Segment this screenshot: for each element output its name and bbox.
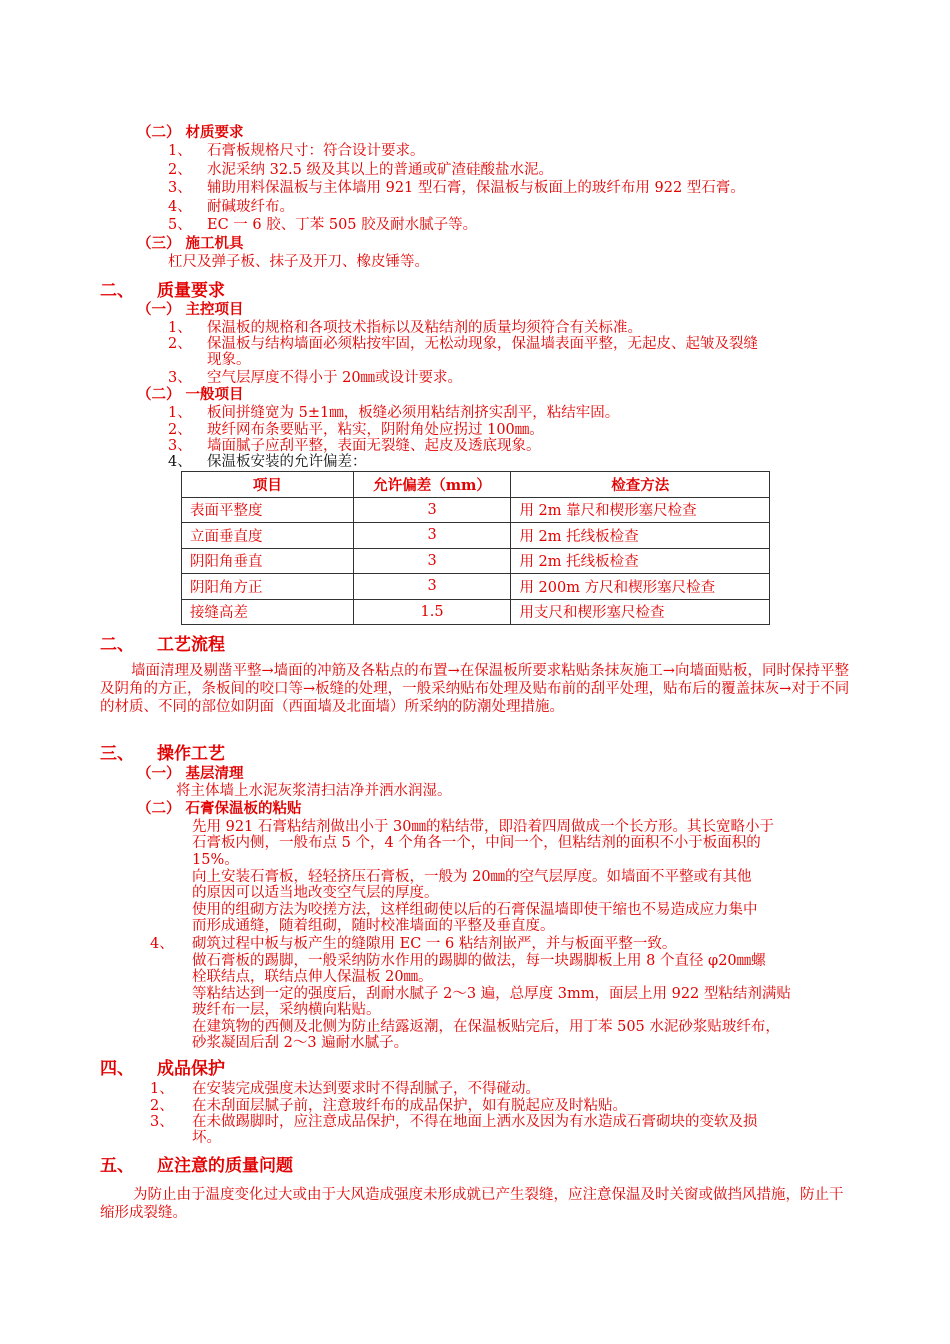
list-item-continuation: 栓联结点，联结点伸人保温板 20㎜。 — [192, 969, 433, 985]
section-heading-issues: 五、 应注意的质量问题 — [100, 1156, 293, 1176]
gypsum-heading: （二） 石膏保温板的粘贴 — [137, 800, 302, 817]
tools-heading: （三） 施工机具 — [137, 235, 244, 252]
process-paragraph: 墙面清理及剔凿平整→墙面的冲筋及各粘点的布置→在保温板所要求粘贴条抹灰施工→向墙面贴板，同时保持平整及阴角的方正，条板间的咬口等→板缝的处理，一般采纳贴布处理及贴布前的刮平处理，贴布后的覆盖抹灰→对于不同的材质、不同的部位如阴面（西面墙及北面墙）所采纳的防潮处理措施。 — [100, 663, 850, 715]
table-row — [182, 523, 770, 549]
table-cell: 1.5 — [353, 599, 511, 625]
issues-paragraph: 为防止由于温度变化过大或由于大风造成强度未形成就已产生裂缝，应注意保温及时关窗或做挡风措施，防止干缩形成裂缝。 — [100, 1187, 844, 1221]
list-item-continuation: 玻纤布一层，采纳横向粘贴。 — [192, 1002, 381, 1018]
table-row — [182, 574, 770, 600]
list-item: 4、 耐碱玻纤布。 — [168, 199, 294, 215]
general-items-heading: （二） 一般项目 — [137, 386, 244, 403]
table-cell: 3 — [353, 497, 511, 523]
base-cleaning-heading: （一） 基层清理 — [137, 765, 244, 782]
tools-text: 杠尺及弹子板、抹子及开刀、橡皮锤等。 — [168, 254, 429, 270]
list-item: 做石膏板的踢脚，一般采纳防水作用的踢脚的做法，每一块踢脚板上用 8 个直径 φ20㎜螺 — [192, 953, 766, 969]
list-item: 1、 板间拼缝宽为 5±1㎜，板缝必须用粘结剂挤实刮平，粘结牢固。 — [168, 405, 620, 421]
table-cell: 用 2m 托线板检查 — [511, 548, 770, 574]
list-item-continuation: 的原因可以适当地改变空气层的厚度。 — [192, 885, 439, 901]
table-header-row — [182, 472, 770, 498]
list-item: 使用的组砌方法为咬搓方法，这样组砌使以后的石膏保温墙即使干缩也不易造成应力集中 — [192, 902, 758, 918]
base-cleaning-text: 将主体墙上水泥灰浆清扫洁净并洒水润湿。 — [176, 783, 452, 799]
main-items-heading: （一） 主控项目 — [137, 301, 244, 318]
list-item-continuation: 砂浆凝固后刮 2～3 遍耐水腻子。 — [192, 1035, 409, 1051]
list-item: 2、 水泥采纳 32.5 级及其以上的普通或矿渣硅酸盐水泥。 — [168, 162, 554, 178]
list-item: 2、 玻纤网布条要贴平，粘实，阴附角处应拐过 100㎜。 — [168, 422, 544, 438]
table-row — [182, 548, 770, 574]
table-cell: 阴阳角垂直 — [182, 548, 354, 574]
table-cell: 接缝高差 — [182, 599, 354, 625]
table-row — [182, 599, 770, 625]
list-item: 2、 保温板与结构墙面必须粘按牢固，无松动现象，保温墙表面平整，无起皮、起皱及裂缝 — [168, 336, 758, 352]
list-item: 3、 空气层厚度不得小于 20㎜或设计要求。 — [168, 370, 463, 386]
list-item: 先用 921 石膏粘结剂做出小于 30㎜的粘结带，即沿着四周做成一个长方形。其长宽略小于 — [192, 819, 774, 835]
table-cell: 立面垂直度 — [182, 523, 354, 549]
list-item: 1、 保温板的规格和各项技术指标以及粘结剂的质量均须符合有关标准。 — [168, 320, 642, 336]
list-item: 3、 辅助用料保温板与主体墙用 921 型石膏，保温板与板面上的玻纤布用 922 型石膏。 — [168, 180, 745, 196]
section-heading-operation: 三、 操作工艺 — [100, 744, 225, 764]
list-item: 4、 保温板安装的允许偏差： — [168, 454, 367, 470]
list-item: 在建筑物的西侧及北侧为防止结露返潮，在保温板贴完后，用丁苯 505 水泥砂浆贴玻纤布， — [192, 1019, 780, 1035]
section-heading-process: 二、 工艺流程 — [100, 635, 225, 655]
materials-heading: （二） 材质要求 — [137, 124, 244, 141]
list-item-continuation: 现象。 — [207, 352, 251, 368]
table-cell: 阴阳角方正 — [182, 574, 354, 600]
list-item: 向上安装石膏板，轻轻挤压石膏板，一般为 20㎜的空气层厚度。如墙面不平整或有其他 — [192, 869, 752, 885]
list-item: 5、 EC 一 6 胶、丁苯 505 胶及耐水腻子等。 — [168, 217, 478, 233]
list-item: 4、 砌筑过程中板与板产生的缝隙用 EC 一 6 粘结剂嵌严，并与板面平整一致。 — [150, 936, 677, 952]
table-cell: 用 200m 方尺和楔形塞尺检查 — [511, 574, 770, 600]
section-heading-quality: 二、 质量要求 — [100, 281, 225, 301]
list-item: 1、 在安装完成强度未达到要求时不得刮腻子，不得碰动。 — [150, 1081, 540, 1097]
section-heading-protection: 四、 成品保护 — [100, 1059, 225, 1079]
list-item-continuation: 15%。 — [192, 852, 239, 868]
table-cell: 用 2m 托线板检查 — [511, 523, 770, 549]
list-item-continuation: 而形成通缝，随着组砌，随时校准墙面的平整及垂直度。 — [192, 918, 555, 934]
table-cell: 表面平整度 — [182, 497, 354, 523]
table-cell: 3 — [353, 548, 511, 574]
table-row — [182, 497, 770, 523]
list-item-continuation: 石膏板内侧，一般布点 5 个，4 个角各一个，中间一个，但粘结剂的面积不小于板面积的 — [192, 835, 761, 851]
table-cell: 用 2m 靠尺和楔形塞尺检查 — [511, 497, 770, 523]
table-header-cell: 项目 — [182, 472, 354, 498]
list-item: 等粘结达到一定的强度后，刮耐水腻子 2～3 遍，总厚度 3mm，面层上用 922 型粘结剂满贴 — [192, 986, 791, 1002]
table-cell: 用支尺和楔形塞尺检查 — [511, 599, 770, 625]
tolerance-table — [181, 471, 770, 625]
table-header-cell: 检查方法 — [511, 472, 770, 498]
table-cell: 3 — [353, 574, 511, 600]
list-item: 1、 石膏板规格尺寸：符合设计要求。 — [168, 143, 425, 159]
table-cell: 3 — [353, 523, 511, 549]
list-item: 2、 在未刮面层腻子前，注意玻纤布的成品保护，如有脱起应及时粘贴。 — [150, 1098, 627, 1114]
list-item: 3、 墙面腻子应刮平整，表面无裂缝、起皮及透底现象。 — [168, 438, 541, 454]
list-item: 3、 在未做踢脚时，应注意成品保护，不得在地面上洒水及因为有水造成石膏砌块的变软及损 — [150, 1114, 758, 1130]
list-item-continuation: 坏。 — [192, 1130, 221, 1146]
table-header-cell: 允许偏差（mm） — [353, 472, 511, 498]
